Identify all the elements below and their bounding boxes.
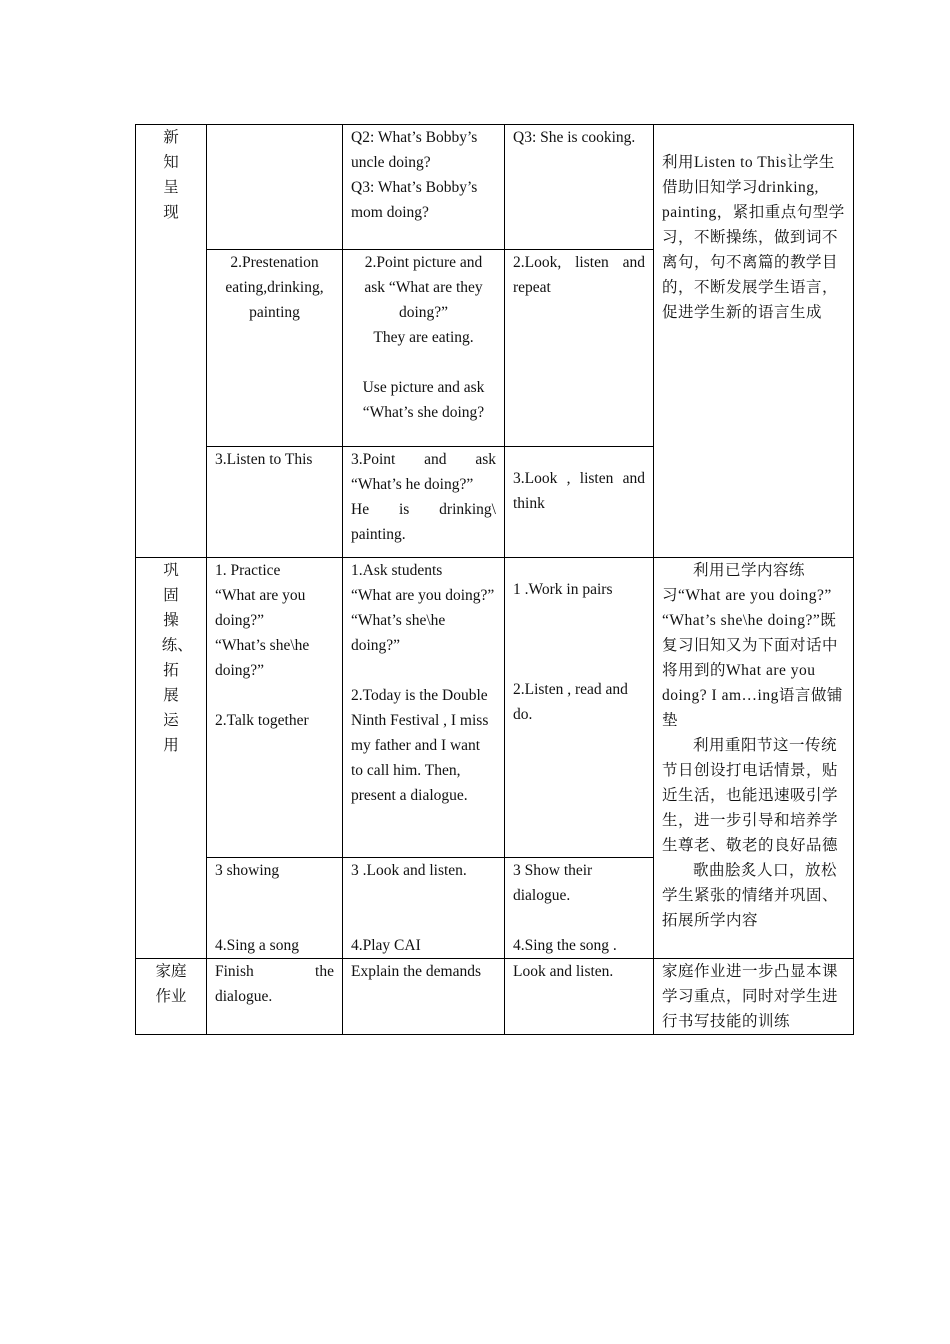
design-intent-text: 利用已学内容练习“What are you doing?” “What’s she\he doing?”既复习旧知又为下面对话中将用到的What are you doing? I am…ing语言做铺垫 <box>662 562 843 729</box>
content-cell <box>207 959 343 1035</box>
teacher-activity-cell <box>343 558 505 858</box>
teacher-activity-cell <box>343 959 505 1035</box>
stage-label-homework: 家庭 作业 <box>136 959 207 1035</box>
student-answer-q3: Q3: She is cooking. <box>513 129 636 146</box>
teacher-line: 2.Today is the Double Ninth Festival , I miss my father and I want to call him. Then, present a dialogue. <box>351 687 489 804</box>
spacer <box>215 883 334 933</box>
design-intent-cell <box>654 558 854 959</box>
content-line: “What are you doing?” <box>215 587 306 629</box>
teacher-line: 4.Play CAI <box>351 937 421 954</box>
student-line: 1 .Work in pairs <box>513 581 613 598</box>
student-activity-cell <box>505 558 654 858</box>
teacher-line: 3 .Look and listen. <box>351 862 467 879</box>
table-row <box>136 959 854 1035</box>
student-line: 4.Sing the song . <box>513 937 617 954</box>
content-cell <box>207 858 343 959</box>
teacher-activity-cell <box>343 447 505 558</box>
table-row <box>136 125 854 250</box>
student-activity-text: Look and listen. <box>513 963 614 980</box>
student-activity-text: 2.Look, listen and repeat <box>513 254 645 296</box>
student-line: 3 Show their dialogue. <box>513 862 593 904</box>
teacher-line: ask “What are they <box>364 279 483 296</box>
teacher-activity-cell <box>343 250 505 447</box>
spacer <box>351 883 496 933</box>
student-activity-cell <box>505 858 654 959</box>
presentation-content: 2.Prestenation eating,drinking, painting <box>225 254 324 321</box>
teacher-activity-cell <box>343 858 505 959</box>
content-line: 1. Practice <box>215 562 281 579</box>
student-activity-text: 3.Look , listen and think <box>513 470 645 512</box>
teacher-question-q2: Q2: What’s Bobby’s uncle doing? <box>351 129 478 171</box>
spacer <box>351 658 496 683</box>
spacer <box>513 908 645 933</box>
teacher-line: painting. <box>351 526 406 543</box>
teacher-line: They are eating. <box>373 329 474 346</box>
teacher-line: “What are you doing?” <box>351 587 495 604</box>
spacer <box>513 602 645 677</box>
content-line: 2.Talk together <box>215 712 309 729</box>
table-row <box>136 558 854 858</box>
content-line: “What’s she\he doing?” <box>215 637 310 679</box>
homework-content: Finish the dialogue. <box>215 963 334 1005</box>
design-intent-text: 歌曲脍炙人口，放松学生紧张的情绪并巩固、拓展所学内容 <box>662 862 839 929</box>
design-intent-cell <box>654 125 854 558</box>
teacher-line: 1.Ask students <box>351 562 443 579</box>
teacher-question-q3: Q3: What’s Bobby’s mom doing? <box>351 179 478 221</box>
stage-label-practice: 巩固操练、拓展运用 <box>136 558 207 959</box>
content-line: 3 showing <box>215 862 280 879</box>
student-line: 2.Listen , read and do. <box>513 681 628 723</box>
content-cell <box>207 447 343 558</box>
teacher-line: “What’s she\he doing?” <box>351 612 446 654</box>
design-intent-text: 利用Listen to This让学生借助旧知学习drinking, painting，紧扣重点句型学习，不断操练，做到词不离句，句不离篇的教学目的，不断发展学生语言，促进学生新的语言生成 <box>662 154 845 321</box>
teacher-activity-cell <box>343 125 505 250</box>
teacher-line: “What’s he doing?” <box>351 476 474 493</box>
design-intent-text: 利用重阳节这一传统节日创设打电话情景，贴近生活，也能迅速吸引学生，进一步引导和培养学生尊老、敬老的良好品德 <box>662 737 839 854</box>
teacher-line: Use picture and ask <box>362 379 485 396</box>
content-cell <box>207 250 343 447</box>
student-activity-cell <box>505 447 654 558</box>
spacer <box>215 683 334 708</box>
design-intent-cell <box>654 959 854 1035</box>
spacer <box>351 350 496 375</box>
teacher-activity-text: Explain the demands <box>351 963 481 980</box>
design-intent-text: 家庭作业进一步凸显本课学习重点，同时对学生进行书写技能的训练 <box>662 963 839 1030</box>
teacher-line: “What’s she doing? <box>362 404 485 421</box>
student-activity-cell <box>505 125 654 250</box>
teacher-line: doing?” <box>398 304 449 321</box>
teacher-line: 2.Point picture and <box>364 254 483 271</box>
stage-label-new-knowledge: 新知呈现 <box>136 125 207 558</box>
listen-content: 3.Listen to This <box>215 451 313 468</box>
lesson-plan-table <box>135 124 854 1035</box>
student-activity-cell <box>505 250 654 447</box>
teacher-line: He is drinking\ <box>351 501 496 518</box>
student-activity-cell <box>505 959 654 1035</box>
content-line: 4.Sing a song <box>215 937 299 954</box>
content-cell <box>207 558 343 858</box>
teacher-line: 3.Point and ask <box>351 451 496 468</box>
content-cell <box>207 125 343 250</box>
